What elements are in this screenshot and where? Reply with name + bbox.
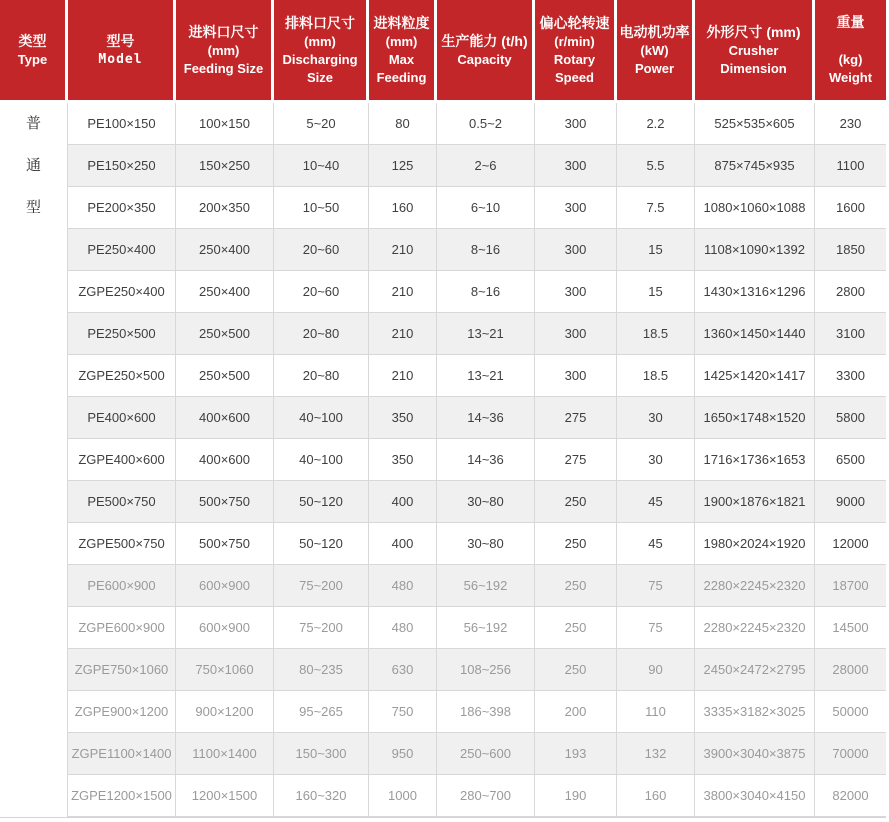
table-cell: 75 [617, 607, 695, 649]
table-cell: 18.5 [617, 355, 695, 397]
table-cell: ZGPE500×750 [68, 523, 176, 565]
table-cell: PE100×150 [68, 103, 176, 145]
table-cell: 18700 [815, 565, 886, 607]
table-cell: 75 [617, 565, 695, 607]
table-cell: 56~192 [437, 565, 535, 607]
table-cell: 5800 [815, 397, 886, 439]
table-cell: 150×250 [176, 145, 274, 187]
table-row [0, 271, 886, 313]
table-cell: 70000 [815, 733, 886, 775]
table-cell: 900×1200 [176, 691, 274, 733]
table-cell: 480 [369, 565, 437, 607]
table-cell: 50~120 [274, 481, 369, 523]
table-cell: 300 [535, 229, 617, 271]
table-cell: 1200×1500 [176, 775, 274, 817]
table-cell: 750 [369, 691, 437, 733]
table-cell: 90 [617, 649, 695, 691]
next-row-peek [0, 817, 886, 822]
table-cell: 45 [617, 523, 695, 565]
table-row [0, 649, 886, 691]
table-cell: 14~36 [437, 397, 535, 439]
table-cell: 400×600 [176, 439, 274, 481]
table-cell: 30~80 [437, 481, 535, 523]
table-cell: 750×1060 [176, 649, 274, 691]
table-row [0, 565, 886, 607]
table-cell: 300 [535, 313, 617, 355]
table-row [0, 733, 886, 775]
table-cell: PE500×750 [68, 481, 176, 523]
table-cell: PE150×250 [68, 145, 176, 187]
table-cell: 2~6 [437, 145, 535, 187]
table-cell: 190 [535, 775, 617, 817]
type-char: 通 [25, 157, 41, 174]
table-cell: 15 [617, 229, 695, 271]
table-cell: 125 [369, 145, 437, 187]
table-cell: ZGPE250×500 [68, 355, 176, 397]
table-cell: 250 [535, 565, 617, 607]
table-row [0, 355, 886, 397]
table-cell: 30 [617, 397, 695, 439]
header-row [0, 0, 886, 103]
table-cell: 350 [369, 397, 437, 439]
table-cell: 100×150 [176, 103, 274, 145]
table-cell: 280~700 [437, 775, 535, 817]
table-cell: PE250×500 [68, 313, 176, 355]
table-cell: 600×900 [176, 565, 274, 607]
table-cell: 300 [535, 271, 617, 313]
spec-table-header [0, 0, 886, 103]
table-cell: 8~16 [437, 271, 535, 313]
table-cell: 160 [369, 187, 437, 229]
table-cell: 1600 [815, 187, 886, 229]
column-header-3: 进料粒度 (mm) Max Feeding [369, 0, 437, 103]
table-cell: 160~320 [274, 775, 369, 817]
table-cell: 95~265 [274, 691, 369, 733]
table-row [0, 439, 886, 481]
table-row [0, 397, 886, 439]
table-cell: 300 [535, 145, 617, 187]
type-char: 型 [25, 199, 41, 216]
table-cell: 250 [535, 607, 617, 649]
table-cell: ZGPE900×1200 [68, 691, 176, 733]
table-cell: 250×500 [176, 313, 274, 355]
table-cell: 6500 [815, 439, 886, 481]
table-cell: 6~10 [437, 187, 535, 229]
column-header-2: 排料口尺寸 (mm) Discharging Size [274, 0, 369, 103]
table-cell: 108~256 [437, 649, 535, 691]
table-cell: 12000 [815, 523, 886, 565]
table-cell: 5~20 [274, 103, 369, 145]
table-cell: ZGPE600×900 [68, 607, 176, 649]
table-cell: 7.5 [617, 187, 695, 229]
table-cell: PE400×600 [68, 397, 176, 439]
table-cell: 1716×1736×1653 [695, 439, 815, 481]
table-cell: 3300 [815, 355, 886, 397]
table-cell: 186~398 [437, 691, 535, 733]
column-header-8: 重量 (kg) Weight [815, 0, 886, 103]
table-cell: 400 [369, 523, 437, 565]
table-cell: 200 [535, 691, 617, 733]
column-header-7: 外形尺寸 (mm) Crusher Dimension [695, 0, 815, 103]
table-cell: 1980×2024×1920 [695, 523, 815, 565]
table-cell: 160 [617, 775, 695, 817]
table-cell: 3335×3182×3025 [695, 691, 815, 733]
table-cell: 2800 [815, 271, 886, 313]
table-cell: 14~36 [437, 439, 535, 481]
table-cell: 45 [617, 481, 695, 523]
table-cell: 350 [369, 439, 437, 481]
table-cell: 1080×1060×1088 [695, 187, 815, 229]
table-cell: ZGPE1100×1400 [68, 733, 176, 775]
table-cell: 10~50 [274, 187, 369, 229]
table-cell: 20~60 [274, 271, 369, 313]
column-header-1: 进料口尺寸 (mm) Feeding Size [176, 0, 274, 103]
table-cell: 1425×1420×1417 [695, 355, 815, 397]
table-cell: 1000 [369, 775, 437, 817]
table-cell: 230 [815, 103, 886, 145]
table-cell: PE600×900 [68, 565, 176, 607]
table-cell: 40~100 [274, 397, 369, 439]
table-cell: 400×600 [176, 397, 274, 439]
table-row [0, 607, 886, 649]
table-cell: 2450×2472×2795 [695, 649, 815, 691]
table-cell: 2.2 [617, 103, 695, 145]
table-cell: 110 [617, 691, 695, 733]
table-cell: PE200×350 [68, 187, 176, 229]
table-cell: 15 [617, 271, 695, 313]
column-header-5: 偏心轮转速 (r/min) Rotary Speed [535, 0, 617, 103]
table-cell: 1360×1450×1440 [695, 313, 815, 355]
table-cell: 82000 [815, 775, 886, 817]
table-cell: 2280×2245×2320 [695, 607, 815, 649]
table-cell: 132 [617, 733, 695, 775]
table-cell: 50000 [815, 691, 886, 733]
table-cell: 1900×1876×1821 [695, 481, 815, 523]
table-cell: 3900×3040×3875 [695, 733, 815, 775]
table-cell: 275 [535, 397, 617, 439]
table-cell: 210 [369, 229, 437, 271]
table-cell: 50~120 [274, 523, 369, 565]
table-cell: 1650×1748×1520 [695, 397, 815, 439]
spec-table-body [0, 103, 886, 817]
table-cell: 75~200 [274, 565, 369, 607]
table-cell: 3800×3040×4150 [695, 775, 815, 817]
table-cell: 600×900 [176, 607, 274, 649]
table-cell: 0.5~2 [437, 103, 535, 145]
table-cell: 75~200 [274, 607, 369, 649]
table-cell: 1430×1316×1296 [695, 271, 815, 313]
table-cell: 250 [535, 649, 617, 691]
table-cell: 250×400 [176, 229, 274, 271]
table-cell: 80~235 [274, 649, 369, 691]
table-cell: 2280×2245×2320 [695, 565, 815, 607]
table-cell: 480 [369, 607, 437, 649]
table-cell: 20~60 [274, 229, 369, 271]
table-cell: 56~192 [437, 607, 535, 649]
table-cell: 10~40 [274, 145, 369, 187]
table-row [0, 313, 886, 355]
table-cell: 300 [535, 355, 617, 397]
type-cell [0, 103, 68, 817]
table-cell: 1100×1400 [176, 733, 274, 775]
table-cell: 200×350 [176, 187, 274, 229]
table-cell: 950 [369, 733, 437, 775]
table-cell: ZGPE250×400 [68, 271, 176, 313]
type-char: 普 [25, 115, 41, 132]
table-cell: 13~21 [437, 313, 535, 355]
table-cell: 30~80 [437, 523, 535, 565]
table-cell: 250×500 [176, 355, 274, 397]
table-cell: 275 [535, 439, 617, 481]
table-cell: 250~600 [437, 733, 535, 775]
table-cell: 20~80 [274, 313, 369, 355]
table-cell: 9000 [815, 481, 886, 523]
table-cell: ZGPE750×1060 [68, 649, 176, 691]
column-header-4: 生产能力 (t/h) Capacity [437, 0, 535, 103]
table-cell: 1100 [815, 145, 886, 187]
table-cell: PE250×400 [68, 229, 176, 271]
table-cell: 210 [369, 271, 437, 313]
table-cell: 500×750 [176, 481, 274, 523]
table-cell: 250×400 [176, 271, 274, 313]
table-cell: 300 [535, 187, 617, 229]
table-row [0, 103, 886, 145]
table-cell: ZGPE1200×1500 [68, 775, 176, 817]
table-cell: 3100 [815, 313, 886, 355]
table-cell: 30 [617, 439, 695, 481]
table-cell: 250 [535, 523, 617, 565]
table-cell: 28000 [815, 649, 886, 691]
table-cell: 18.5 [617, 313, 695, 355]
table-cell: 5.5 [617, 145, 695, 187]
table-cell: 193 [535, 733, 617, 775]
table-row [0, 187, 886, 229]
table-cell: 630 [369, 649, 437, 691]
column-header-type: 类型 Type [0, 0, 68, 103]
table-row [0, 229, 886, 271]
table-cell: 40~100 [274, 439, 369, 481]
table-cell: 210 [369, 313, 437, 355]
table-cell: 525×535×605 [695, 103, 815, 145]
table-row [0, 481, 886, 523]
table-row [0, 775, 886, 817]
table-cell: 150~300 [274, 733, 369, 775]
table-cell: 300 [535, 103, 617, 145]
table-cell: 250 [535, 481, 617, 523]
table-cell: 1850 [815, 229, 886, 271]
table-row [0, 523, 886, 565]
table-cell: 20~80 [274, 355, 369, 397]
table-cell: 80 [369, 103, 437, 145]
table-cell: 210 [369, 355, 437, 397]
table-cell: 14500 [815, 607, 886, 649]
table-row [0, 145, 886, 187]
column-header-0: 型号 Model [68, 0, 176, 103]
table-cell: 13~21 [437, 355, 535, 397]
table-cell: 500×750 [176, 523, 274, 565]
table-row [0, 691, 886, 733]
column-header-6: 电动机功率 (kW) Power [617, 0, 695, 103]
table-cell: 875×745×935 [695, 145, 815, 187]
table-cell: ZGPE400×600 [68, 439, 176, 481]
table-cell: 400 [369, 481, 437, 523]
table-cell: 8~16 [437, 229, 535, 271]
table-cell: 1108×1090×1392 [695, 229, 815, 271]
